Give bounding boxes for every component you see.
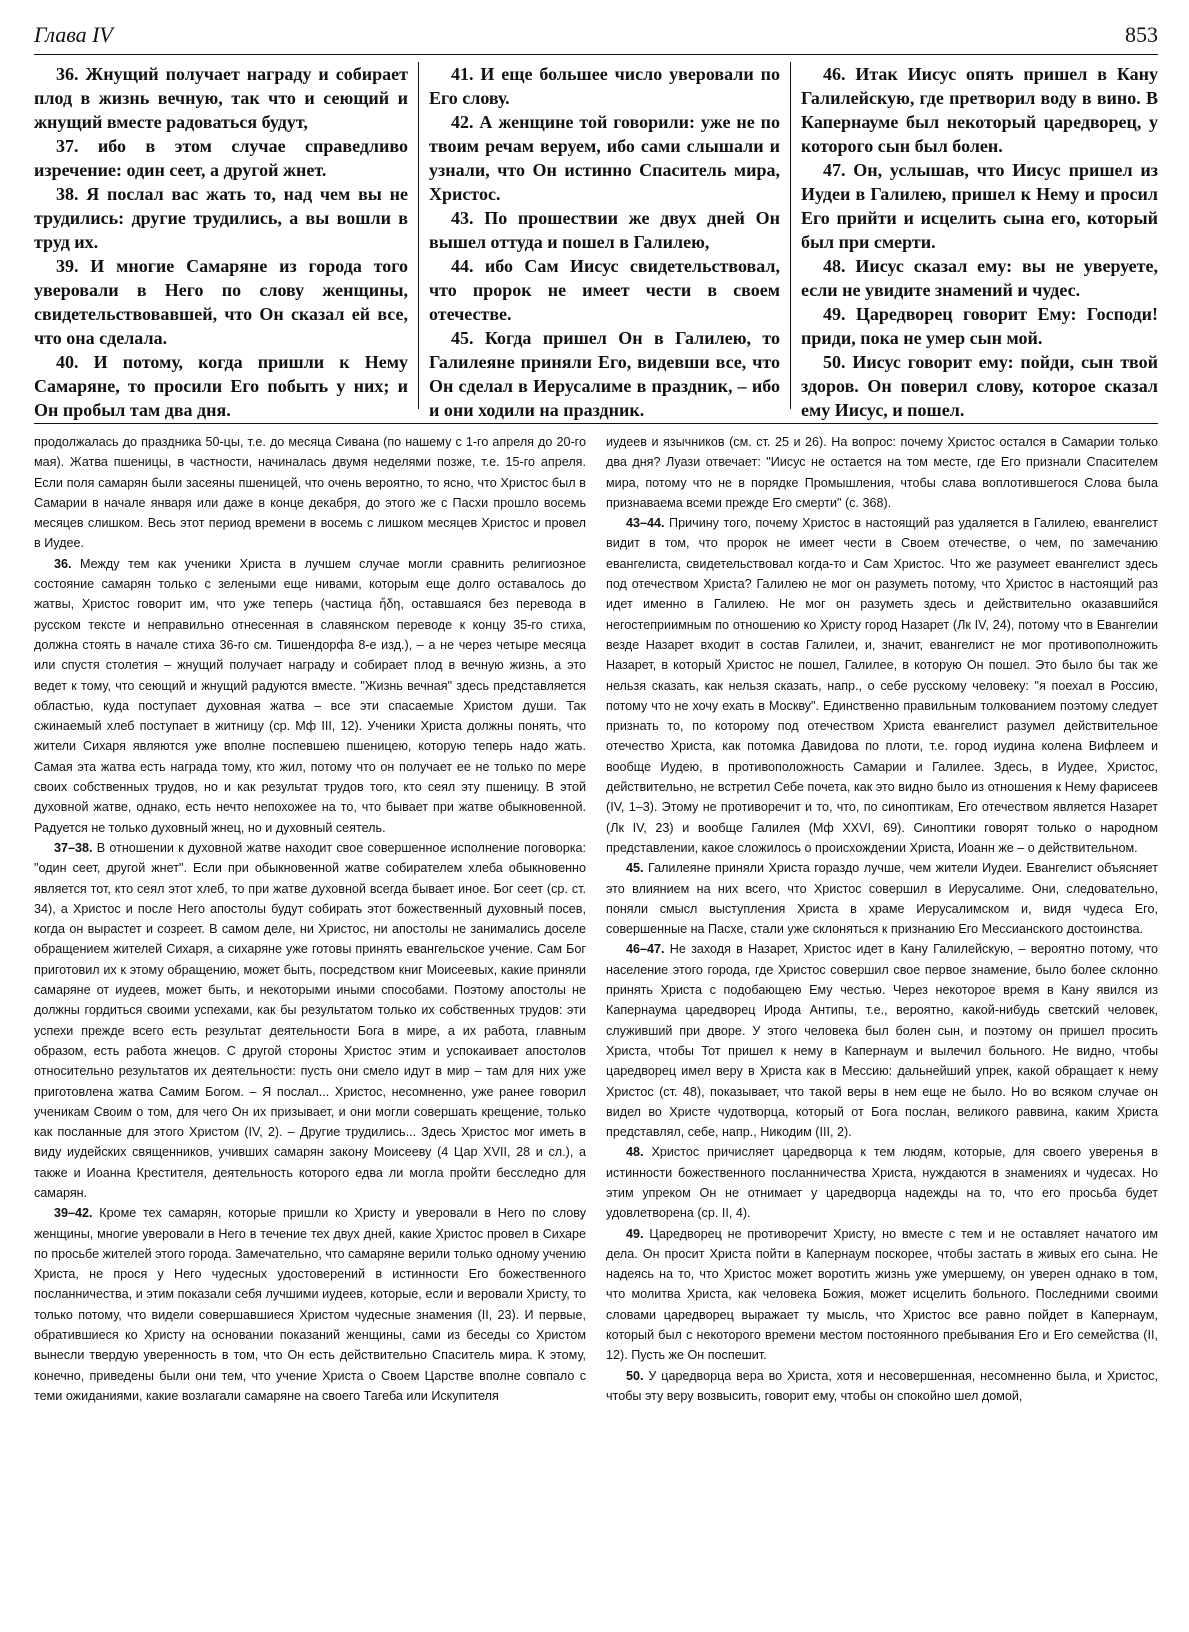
commentary-paragraph bbox=[606, 1224, 1158, 1366]
verse-ref: 39–42. bbox=[54, 1206, 93, 1221]
verse: 40. И потому, когда пришли к Нему Самаряне, то просили Его побыть у них; и Он пробыл там два дня. bbox=[34, 352, 408, 420]
paragraph-text: Между тем как ученики Христа в лучшем случае могли сравнить религиозное состояние самарян только с зелеными еще нивами, которым еще долго оставалось до жатвы, Христос говорит им, что уже теперь (частица ἤδη, оставшаяся без перевода в русском тексте и неправильно отнесенная в славянском переводе к концу 35-го стиха, должна стоять в начале стиха 36-го см. Тишендорфа 8-е изд.), – а не через четыре месяца или спустя столетия – жнущий получает награду и собирает плод в вечную жизнь, а это ведет к тому, что сеющий и жнущий радуются вместе. "Жизнь вечная" здесь представляется областью, куда поступает духовная жатва – все эти спасаемые Христом души. Так сжинаемый хлеб поступает в житницу (ср. Мф III, 12). Ученики Христа должны понять, что жители Сихаря являются уже вполне поспевшею пшеницею, которую теперь надо жать. Самая эта жатва есть награда тому, кто жил, потому что он получает ее не только по мере своих собственных трудов, но и как результат трудов того, кто сеял эту пшеницу. В этой духовной жатве, однако, есть нечто непохожее на то, что бывает при жатве обыкновенной. Радуется не только духовный жнец, но и духовный сеятель. bbox=[34, 556, 586, 835]
verse-ref: 50. bbox=[626, 1368, 644, 1383]
commentary-paragraph bbox=[606, 858, 1158, 939]
paragraph-text: Галилеяне приняли Христа гораздо лучше, чем жители Иудеи. Евангелист объясняет это влиянием на них всего, что Христос совершил в Иерусалиме. Они, следовательно, поняли смысл выступления Христа в храме Иерусалимском и, видя чудеса Его, совершенные на Пасхе, стали уже склоняться к признанию Его Мессианского достоинства. bbox=[606, 861, 1158, 937]
commentary-paragraph bbox=[34, 1203, 586, 1406]
page-number: 853 bbox=[1125, 22, 1158, 47]
verse: 41. И еще большее число уверовали по Его слову. bbox=[429, 64, 780, 108]
paragraph-text: иудеев и язычников (см. ст. 25 и 26). На вопрос: почему Христос остался в Самарии только два дня? Луази отвечает: "Иисус не остается на том месте, где Его признали Спасителем мира, потому что не в порядке Промышления, чтобы слава воплотившегося Слова была признаваема всеми прежде Его смерти" (с. 368). bbox=[606, 435, 1158, 510]
verse-ref: 37–38. bbox=[54, 840, 93, 855]
verse: 47. Он, услышав, что Иисус пришел из Иудеи в Галилею, пришел к Нему и просил Его прийти и исцелить сына его, который был при смерти. bbox=[801, 160, 1158, 252]
scripture-column-1 bbox=[34, 62, 418, 420]
verse-ref: 45. bbox=[626, 861, 644, 876]
verse: 50. Иисус говорит ему: пойди, сын твой здоров. Он поверил слову, которое сказал ему Иисус, и пошел. bbox=[801, 352, 1158, 420]
verse-ref: 43–44. bbox=[626, 516, 665, 531]
paragraph-text: Кроме тех самарян, которые пришли ко Христу и уверовали в Него по слову женщины, многие уверовали в Него в течение тех двух дней, какие Христос провел в Сихаре по просьбе жителей этого города. Замечательно, что самаряне верили только одному учению Христа, не прося у Него чудесных удостоверений в истинности Его божественного посланничества, и этим показали себя лучшими иудеев, которые, если и веровали Христу, то только потому, что видели совершавшиеся Христом чудесные знамения (II, 23). И первые, обратившиеся ко Христу на основании показаний женщины, сами из беседы со Христом вынесли твердую уверенность в том, что Он есть действительно Спаситель мира. К этому, конечно, приведены были они тем, что учение Христа о Своем Царстве вполне совпало с теми ожиданиями, какие возлагали самаряне на своего Тагеба или Искупителя bbox=[34, 1206, 586, 1403]
commentary-paragraph bbox=[606, 432, 1158, 513]
verse: 39. И многие Самаряне из города того уверовали в Него по слову женщины, свидетельствовавшей, что Он сказал ей все, что она сделала. bbox=[34, 256, 408, 348]
verse: 37. ибо в этом случае справедливо изречение: один сеет, а другой жнет. bbox=[34, 136, 408, 180]
commentary-paragraph bbox=[34, 432, 586, 554]
paragraph-text: Не заходя в Назарет, Христос идет в Кану Галилейскую, – вероятно потому, что население этого города, где Христос совершил свое первое знамение, было более склонно принять Христа с подобающею Ему честью. Через некоторое время в Кану явился из Капернаума царедворец Ирода Антипы, т.е., вероятно, какой-нибудь светский человек, служивший при дворе. У этого человека был болен сын, и поэтому он пришел просить Христа, чтобы Тот пришел к нему в Капернаум и вылечил больного. Не видно, чтобы царедворец имел веру в Христа как в Мессию: дальнейший упрек, какой обращает к нему Христос (ст. 48), показывает, что такой веры в нем еще не было. Но во всяком случае он видел во Христе чудотворца, который от Бога послан, великого раввина, каким Христа представлял, себе, напр., Никодим (III, 2). bbox=[606, 942, 1158, 1140]
commentary-paragraph bbox=[606, 939, 1158, 1142]
paragraph-text: Царедворец не противоречит Христу, но вместе с тем и не оставляет начатого им дела. Он просит Христа пойти в Капернаум поскорее, чтобы застать в живых его сына. Не надеясь на то, что Христос может воротить жизнь уже умершему, он уверен однако в том, что молитва Христа, как человека Божия, может исцелить больного. Последними своими словами царедворец выражает ту мысль, что Христос все равно пойдет в Капернаум, который был с некоторого времени местом постоянного пребывания Его и Его семейства (II, 12). Пусть же Он поспешит. bbox=[606, 1226, 1158, 1363]
chapter-title: Глава IV bbox=[34, 22, 113, 47]
verse: 42. А женщине той говорили: уже не по твоим речам веруем, ибо сами слышали и узнали, что Он истинно Спаситель мира, Христос. bbox=[429, 112, 780, 204]
commentary-paragraph bbox=[34, 838, 586, 1203]
verse: 38. Я послал вас жать то, над чем вы не трудились: другие трудились, а вы вошли в труд их. bbox=[34, 184, 408, 252]
verse-ref: 46–47. bbox=[626, 942, 665, 957]
paragraph-text: продолжалась до праздника 50-цы, т.е. до месяца Сивана (по нашему с 1-го апреля до 20-го мая). Жатва пшеницы, в частности, начиналась двумя неделями позже, т.е. 15-го апреля. Если поля самарян были засеяны пшеницей, что очень вероятно, то ясно, что Христос был в Самарии в начале января или даже в конце декабря, до этого же с Пасхи прошло восемь месяцев слишком. Весь этот период времени в восемь с лишком месяцев Христос и провел в Иудее. bbox=[34, 435, 586, 551]
verse: 49. Царедворец говорит Ему: Господи! приди, пока не умер сын мой. bbox=[801, 304, 1158, 348]
verse: 48. Иисус сказал ему: вы не уверуете, если не увидите знамений и чудес. bbox=[801, 256, 1158, 300]
verse-ref: 36. bbox=[54, 556, 72, 571]
verse: 46. Итак Иисус опять пришел в Кану Галилейскую, где претворил воду в вино. В Капернауме был некоторый царедворец, у которого сын был болен. bbox=[801, 64, 1158, 156]
scripture-column-2 bbox=[418, 62, 790, 420]
scripture-text bbox=[34, 62, 1158, 420]
commentary-text bbox=[34, 432, 1158, 1622]
verse-ref: 49. bbox=[626, 1226, 644, 1241]
commentary-column-left bbox=[34, 432, 586, 1622]
scripture-column-3 bbox=[790, 62, 1158, 420]
commentary-paragraph bbox=[606, 1366, 1158, 1407]
verse: 36. Жнущий получает награду и собирает плод в жизнь вечную, так что и сеющий и жнущий вместе радоваться будут, bbox=[34, 64, 408, 132]
paragraph-text: Причину того, почему Христос в настоящий раз удаляется в Галилею, евангелист видит в том, что пророк не имеет чести в Своем отечестве, о чем, по замечанию евангелиста, свидетельствовал когда-то и Сам Христос. Что же разумеет евангелист здесь под отечеством Христа? Галилею не мог он разуметь потому, что Христос в настоящий раз идет именно в Галилею. Не мог он разуметь здесь и действительно оказавшийся негостеприимным по отношению ко Христу город Назарет (Лк IV, 24), потому что в Евангелии везде Назарет входит в состав Галилеи, и, значит, евангелист не мог противополножить Назарет, в который Христос не пошел, Галилее, в которую Он пошел. Это было бы так же нельзя сказать, как нельзя сказать, напр., о себе русскому человеку: "я поехал в Россию, потому что не хочу ехать в Москву". Единственно правильным толкованием поэтому следует признать то, по которому под отечеством Христа евангелист разумел действительное отечество Христа, как потомка Давидова по плоти, т.е. город иудина колена Вифлеем и вообще Иудею, в противоположность Самарии и Галилее. Здесь, в Иудее, Христос, действительно, не встретил Себе почета, как это видно было из отношения к Нему фарисеев (IV, 1–3). Этому не противоречит и то, что, по синоптикам, Его отечеством является Назарет (Лк IV, 23) и вообще Галилея (Мф XXVI, 69). Синоптики говорят только о народном представлении, какое сложилось о происхождении Христа, Иоанн же – о действительном. bbox=[606, 516, 1158, 855]
section-divider bbox=[34, 423, 1158, 424]
paragraph-text: У царедворца вера во Христа, хотя и несовершенная, несомненно была, и Христос, чтобы эту веру возвысить, говорит ему, чтобы он спокойно шел домой, bbox=[606, 1368, 1158, 1403]
verse: 44. ибо Сам Иисус свидетельствовал, что пророк не имеет чести в своем отечестве. bbox=[429, 256, 780, 324]
verse-ref: 48. bbox=[626, 1145, 644, 1160]
commentary-paragraph bbox=[606, 1142, 1158, 1223]
commentary-paragraph bbox=[606, 513, 1158, 858]
paragraph-text: Христос причисляет царедворца к тем людям, которые, для своего уверенья в истинности божественного посланничества Христа, нуждаются в знамениях и чудесах. Но этим упреком Он не отнимает у царедворца надежды на то, что его просьба будет удовлетворена (ср. II, 4). bbox=[606, 1145, 1158, 1221]
verse: 45. Когда пришел Он в Галилею, то Галилеяне приняли Его, видевши все, что Он сделал в Иерусалиме в праздник, – ибо и они ходили на праздник. bbox=[429, 328, 780, 420]
commentary-paragraph bbox=[34, 554, 586, 838]
paragraph-text: В отношении к духовной жатве находит свое совершенное исполнение поговорка: "один сеет, другой жнет". Если при обыкновенной жатве собирателем хлеба обыкновенно является тот, кто сеял этот хлеб, то при жатве духовной всегда бывает иное. Бог сеет (ср. ст. 34), а Христос и после Него апостолы будут собирать этот божественный духовный посев, когда он вырастет и созреет. В самом деле, ни Христос, ни апостолы не занимались доселе обращением жителей Сихаря, а сихаряне уже готовы принять евангельское учение. Сам Бог приготовил их к этому обращению, может быть, посредством книг Моисеевых, какие приняли самаряне от иудеев, может быть, и некоторыми иными способами. Поэтому апостолы не должны гордиться своими успехами, как бы результатом только их собственных трудов: эти успехи прежде всего есть результат деятельности Бога в мире, а их работа, главным образом, есть работа жнецов. С другой стороны Христос этим и успокаивает апостолов относительно результатов их деятельности: пусть они смело идут в мир – там для них уже приготовлена жатва Самим Богом. – Я послал... Христос, несомненно, уже ранее говорил ученикам Своим о том, для чего Он их призывает, и они могли совершать крещение, только как посланные для этого Христом (IV, 2). – Другие трудились... Здесь Христос мог иметь в виду иудейских священников, учивших самарян закону Моисееву (4 Цар XVII, 28 и сл.), а также и Иоанна Крестителя, деятельность которого едва ли могла пройти бесследно для самарян. bbox=[34, 840, 586, 1200]
verse: 43. По прошествии же двух дней Он вышел оттуда и пошел в Галилею, bbox=[429, 208, 780, 252]
running-header bbox=[34, 20, 1158, 55]
commentary-column-right bbox=[606, 432, 1158, 1622]
